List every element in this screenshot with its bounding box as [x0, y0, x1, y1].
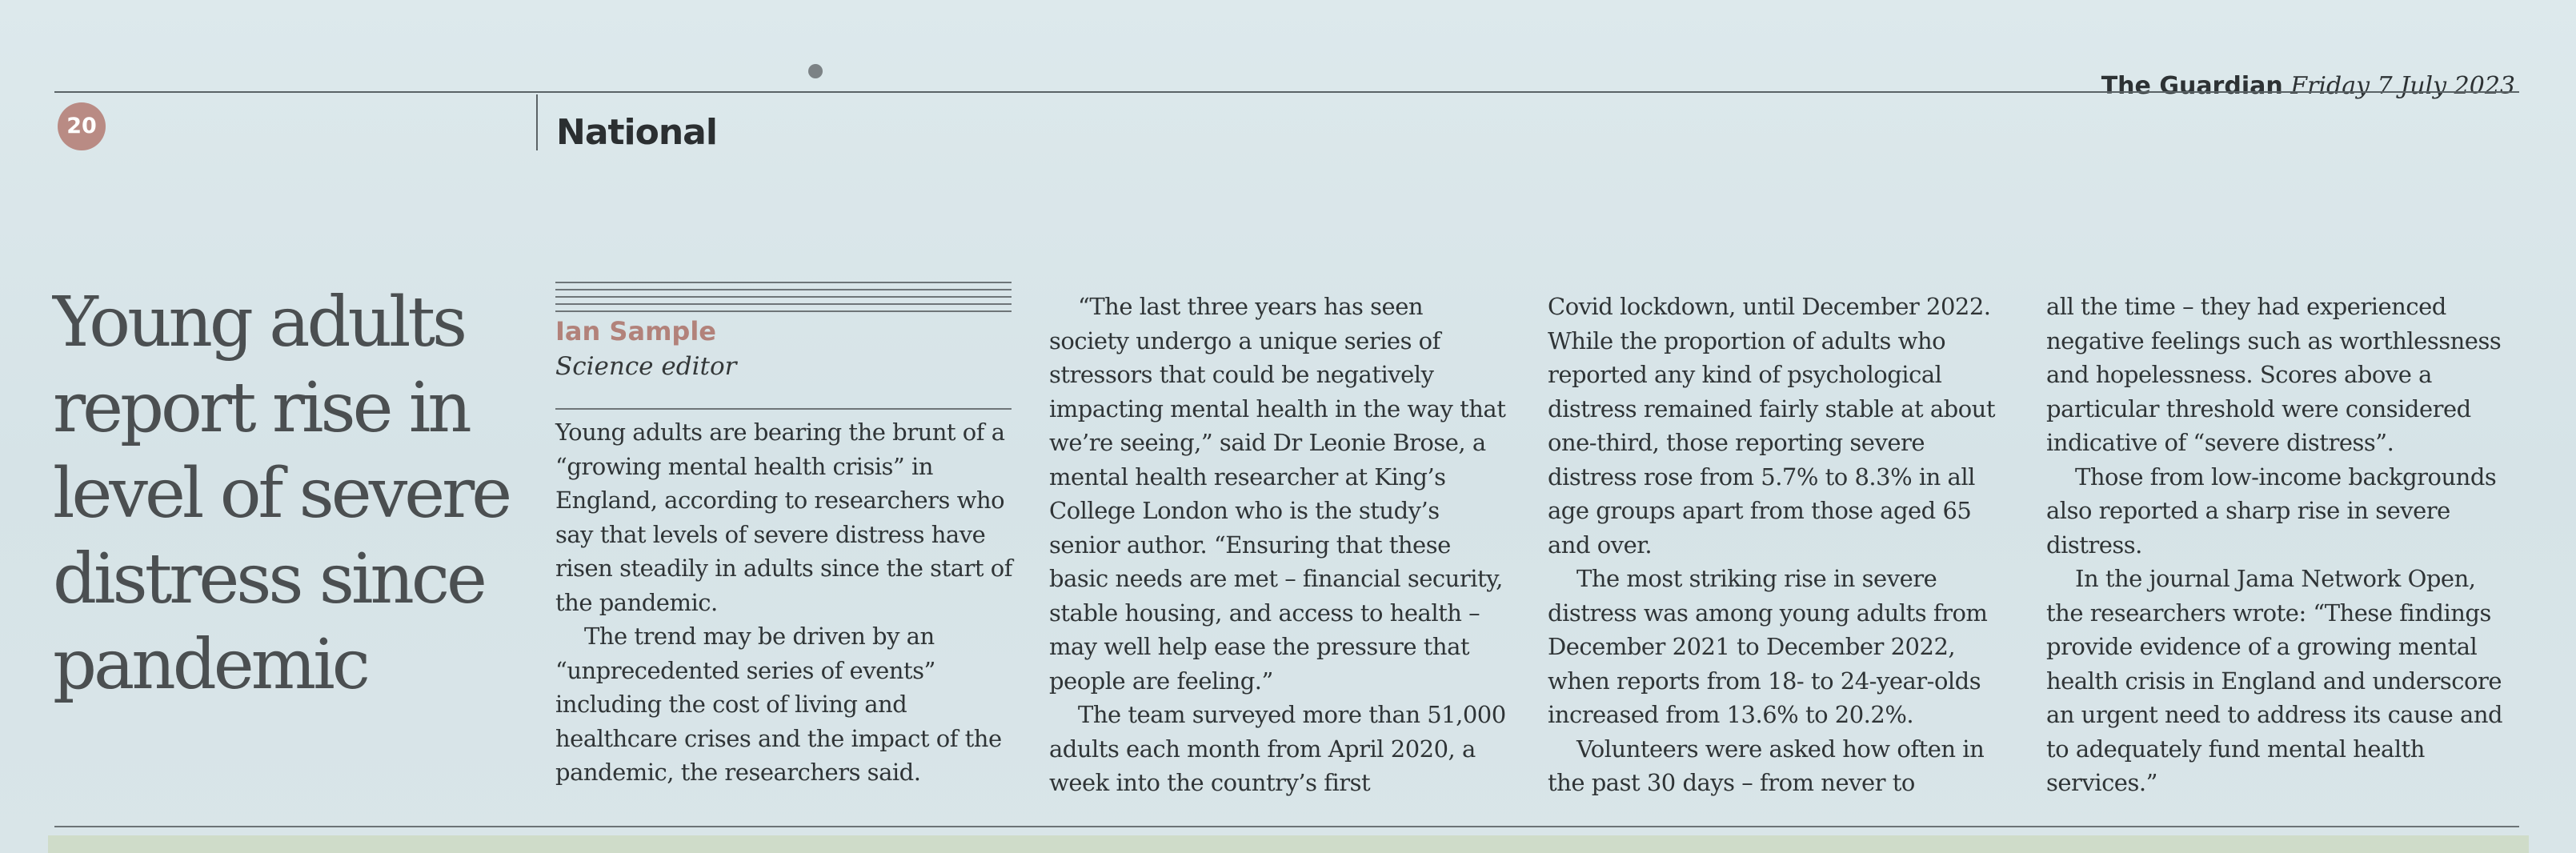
byline-name: Ian Sample: [555, 316, 716, 346]
article-column-4: [2046, 290, 2504, 800]
bottom-rule: [54, 826, 2519, 827]
paragraph: In the journal Jama Network Open, the researchers wrote: “These findings provide evidence of a growing mental health crisis in England and underscore an urgent need to address its cause and to adequately fund mental health services.”: [2046, 565, 2503, 796]
article-column-3: [1548, 290, 2005, 800]
masthead-date: Friday 7 July 2023: [2290, 72, 2515, 100]
paragraph: The team surveyed more than 51,000 adults each month from April 2020, a week into the country’s first: [1049, 701, 1506, 796]
section-divider: [536, 94, 538, 150]
bottom-band: [48, 835, 2529, 853]
byline-top-rules: [555, 282, 1012, 318]
byline-role: Science editor: [555, 352, 737, 381]
paragraph: The trend may be driven by an “unprecedented series of events” including the cost of living and healthcare crises and the impact of the pandemic, the researchers said.: [555, 623, 1002, 786]
paragraph: The most striking rise in severe distress was among young adults from December 2021 to December 2022, when reports from 18- to 24-year-olds increased from 13.6% to 20.2%.: [1548, 565, 1988, 728]
punch-hole-mark: [808, 64, 823, 78]
paragraph: Volunteers were asked how often in the past 30 days – from never to: [1548, 735, 1985, 796]
paragraph: “The last three years has seen society undergo a unique series of stressors that could be negatively impacting mental health in the way that we’re seeing,” said Dr Leonie Brose, a mental health researcher at King’s College London who is the study’s senior author. “Ensuring that these basic needs are met – financial security, stable housing, and access to health – may well help ease the pressure that people are feeling.”: [1049, 293, 1506, 695]
section-label: National: [556, 112, 717, 153]
headline: Young adults report rise in level of severe distress since pandemic: [53, 282, 510, 705]
top-rule: [54, 91, 2519, 93]
article-column-2: [1049, 290, 1507, 800]
paragraph: Covid lockdown, until December 2022. While the proportion of adults who reported any kind of psychological distress remained fairly stable at about one-third, those reporting severe distress rose from 5.7% to 8.3% in all age groups apart from those aged 65 and over.: [1548, 293, 1995, 559]
paragraph: Those from low-income backgrounds also reported a sharp rise in severe distress.: [2046, 463, 2497, 559]
article-column-1: [555, 415, 1013, 790]
masthead: [2101, 72, 2515, 100]
paragraph: all the time – they had experienced negative feelings such as worthlessness and hopelessness. Scores above a particular threshold were considered indicative of “severe distress”.: [2046, 293, 2502, 456]
masthead-paper-name: The Guardian: [2101, 72, 2283, 100]
page-number-badge: 20: [58, 102, 106, 150]
paragraph: Young adults are bearing the brunt of a “growing mental health crisis” in England, according to researchers who say that levels of severe distress have risen steadily in adults since the start of the pandemic.: [555, 418, 1012, 616]
byline-bottom-rule: [555, 408, 1012, 410]
